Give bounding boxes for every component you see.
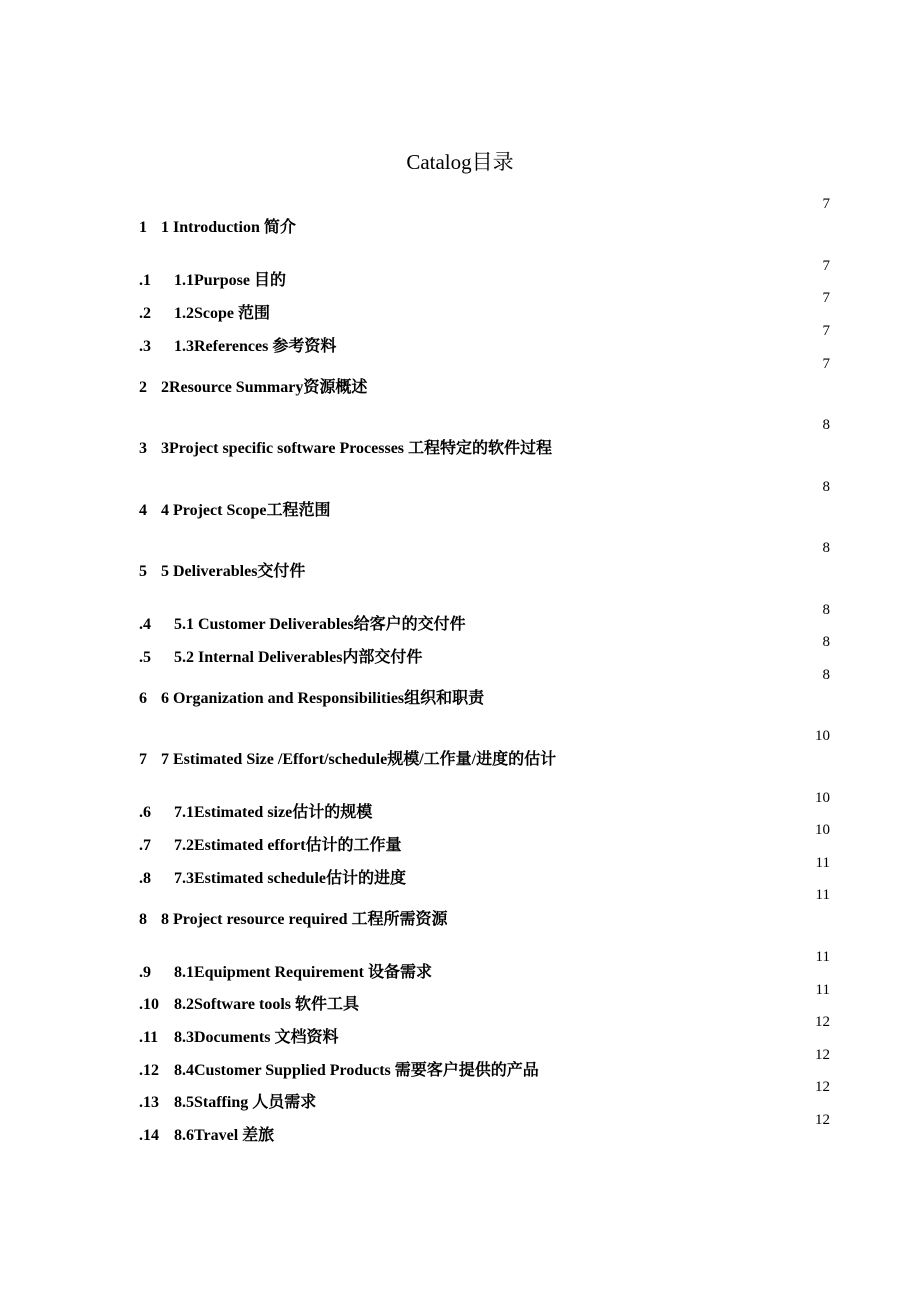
toc-entry-number: 4 xyxy=(139,502,147,519)
toc-entry[interactable] xyxy=(139,497,330,520)
toc-page-number: 11 xyxy=(815,887,830,903)
toc-entry-number: .7 xyxy=(139,837,151,854)
toc-entry[interactable] xyxy=(139,435,552,458)
toc-page-number: 8 xyxy=(822,602,830,618)
toc-entry-title: 7.2Estimated effort估计的工作量 xyxy=(174,837,402,854)
toc-entry-number: 3 xyxy=(139,440,147,457)
toc-page-number: 10 xyxy=(815,822,830,838)
toc-entry-title: 8 Project resource required 工程所需资源 xyxy=(161,911,448,928)
toc-entry-number: .6 xyxy=(139,804,151,821)
toc-page-number: 7 xyxy=(822,356,830,372)
toc-entry-number: .2 xyxy=(139,305,151,322)
toc-entry[interactable] xyxy=(139,611,466,634)
toc-entry-title: 8.5Staffing 人员需求 xyxy=(174,1094,317,1111)
toc-entry-number: 1 xyxy=(139,219,147,236)
toc-entry-number: 8 xyxy=(139,911,147,928)
toc-entry-title: 1 Introduction 简介 xyxy=(161,219,296,236)
toc-page-number: 10 xyxy=(815,728,830,744)
toc-entry-title: 8.1Equipment Requirement 设备需求 xyxy=(174,964,432,981)
toc-entry-title: 5.2 Internal Deliverables内部交付件 xyxy=(174,649,423,666)
toc-page-number: 12 xyxy=(815,1079,830,1095)
toc-entry[interactable] xyxy=(139,1057,539,1080)
toc-entry-number: 6 xyxy=(139,690,147,707)
toc-entry-number: .12 xyxy=(139,1062,159,1079)
toc-entry-title: 2Resource Summary资源概述 xyxy=(161,379,368,396)
toc-entry-number: 2 xyxy=(139,379,147,396)
toc-page-number: 8 xyxy=(822,417,830,433)
toc-entry[interactable] xyxy=(139,746,556,769)
toc-entry-title: 7.3Estimated schedule估计的进度 xyxy=(174,870,407,887)
toc-page-number: 7 xyxy=(822,196,830,212)
toc-entry-title: 7 Estimated Size /Effort/schedule规模/工作量/进度的估计 xyxy=(161,751,557,768)
toc-entry-number: .10 xyxy=(139,996,159,1013)
toc-entry[interactable] xyxy=(139,267,286,290)
toc-entry[interactable] xyxy=(139,558,305,581)
toc-entry[interactable] xyxy=(139,906,447,929)
toc-page-number: 8 xyxy=(822,540,830,556)
toc-page-number: 12 xyxy=(815,1112,830,1128)
toc-entry-title: 8.3Documents 文档资料 xyxy=(174,1029,339,1046)
toc-entry-title: 5.1 Customer Deliverables给客户的交付件 xyxy=(174,616,466,633)
toc-page-number: 12 xyxy=(815,1014,830,1030)
toc-entry[interactable] xyxy=(139,374,367,397)
toc-page-number: 12 xyxy=(815,1047,830,1063)
toc-entry-title: 1.2Scope 范围 xyxy=(174,305,271,322)
toc-entry-title: 3Project specific software Processes 工程特定的软件过程 xyxy=(161,440,553,457)
toc-page-number: 7 xyxy=(822,290,830,306)
toc-entry-title: 8.4Customer Supplied Products 需要客户提供的产品 xyxy=(174,1062,539,1079)
toc-entry-title: 8.2Software tools 软件工具 xyxy=(174,996,360,1013)
toc-entry[interactable] xyxy=(139,865,406,888)
toc-page-number: 7 xyxy=(822,258,830,274)
toc-entry-number: .8 xyxy=(139,870,151,887)
toc-entry[interactable] xyxy=(139,991,359,1014)
toc-entry[interactable] xyxy=(139,1122,274,1145)
toc-page-number: 10 xyxy=(815,790,830,806)
toc-page-number: 11 xyxy=(815,855,830,871)
toc-page-number: 11 xyxy=(815,949,830,965)
toc-entry[interactable] xyxy=(139,1024,338,1047)
toc-entry-title: 6 Organization and Responsibilities组织和职责 xyxy=(161,690,485,707)
toc-entry-number: .13 xyxy=(139,1094,159,1111)
toc-entry-title: 1.3References 参考资料 xyxy=(174,338,337,355)
toc-entry-number: .14 xyxy=(139,1127,159,1144)
toc-entry[interactable] xyxy=(139,832,402,855)
toc-page-number: 11 xyxy=(815,982,830,998)
toc-page-number: 8 xyxy=(822,634,830,650)
toc-entry[interactable] xyxy=(139,685,484,708)
toc-entry-number: .4 xyxy=(139,616,151,633)
page-title: Catalog目录 xyxy=(406,150,514,174)
toc-entry-title: 4 Project Scope工程范围 xyxy=(161,502,331,519)
toc-entry[interactable] xyxy=(139,644,422,667)
toc-entry[interactable] xyxy=(139,1089,316,1112)
toc-entry-number: .9 xyxy=(139,964,151,981)
toc-entry-number: .1 xyxy=(139,272,151,289)
toc-entry-number: 5 xyxy=(139,563,147,580)
toc-entry-title: 7.1Estimated size估计的规模 xyxy=(174,804,373,821)
toc-entry-number: 7 xyxy=(139,751,147,768)
toc-page-number: 8 xyxy=(822,479,830,495)
toc-page-number: 7 xyxy=(822,323,830,339)
toc-page-number: 8 xyxy=(822,667,830,683)
toc-entry[interactable] xyxy=(139,214,296,237)
toc-entry-number: .3 xyxy=(139,338,151,355)
toc-entry[interactable] xyxy=(139,300,270,323)
toc-entry-title: 5 Deliverables交付件 xyxy=(161,563,306,580)
toc-entry[interactable] xyxy=(139,959,432,982)
toc-entry-title: 8.6Travel 差旅 xyxy=(174,1127,275,1144)
toc-entry-number: .11 xyxy=(139,1029,159,1046)
toc-entry-title: 1.1Purpose 目的 xyxy=(174,272,287,289)
toc-entry[interactable] xyxy=(139,799,372,822)
toc-entry[interactable] xyxy=(139,333,336,356)
toc-entry-number: .5 xyxy=(139,649,151,666)
